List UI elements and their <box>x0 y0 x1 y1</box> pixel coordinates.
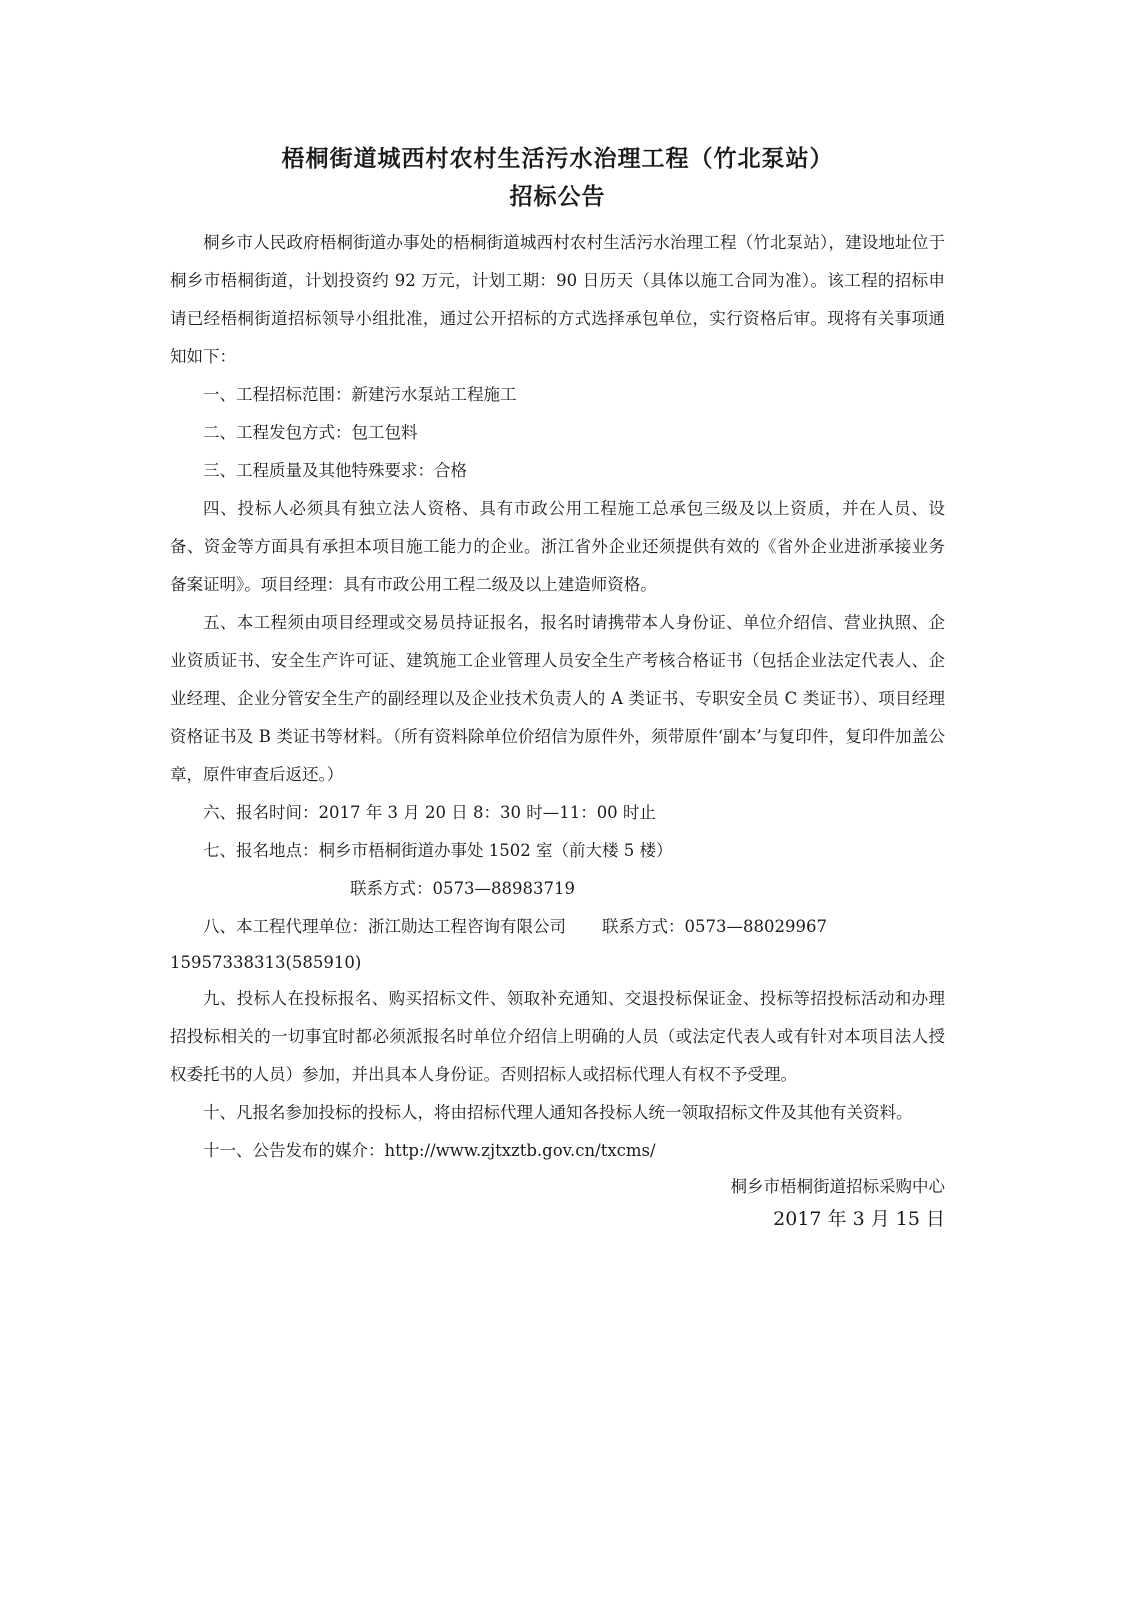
signature-date: 2017 年 3 月 15 日 <box>773 1208 945 1230</box>
item-8-contact: 联系方式：0573—88029967 <box>602 917 827 936</box>
item-7: 七、报名地点：桐乡市梧桐街道办事处 1502 室（前大楼 5 楼） <box>203 841 673 860</box>
notice-page <box>170 140 945 1234</box>
item-3: 三、工程质量及其他特殊要求：合格 <box>203 461 467 480</box>
item-8 <box>170 908 945 946</box>
item-1: 一、工程招标范围：新建污水泵站工程施工 <box>203 385 517 404</box>
item-10: 十、凡报名参加投标的投标人，将由招标代理人通知各投标人统一领取招标文件及其他有关资料。 <box>203 1103 913 1122</box>
item-8-mobile: 15957338313(585910) <box>170 953 362 972</box>
title-line-1: 梧桐街道城西村农村生活污水治理工程（竹北泵站） <box>281 146 834 172</box>
item-8-agent: 八、本工程代理单位：浙江勋达工程咨询有限公司 <box>203 917 566 936</box>
item-6: 六、报名时间：2017 年 3 月 20 日 8：30 时—11：00 时止 <box>203 803 656 822</box>
item-2: 二、工程发包方式：包工包料 <box>203 423 418 442</box>
item-4: 四、投标人必须具有独立法人资格、具有市政公用工程施工总承包三级及以上资质，并在人员、设备、资金等方面具有承担本项目施工能力的企业。浙江省外企业还须提供有效的《省外企业进浙承接业务备案证明》。项目经理：具有市政公用工程二级及以上建造师资格。 <box>170 499 945 594</box>
notice-body <box>170 224 945 1234</box>
item-5: 五、本工程须由项目经理或交易员持证报名，报名时请携带本人身份证、单位介绍信、营业执照、企业资质证书、安全生产许可证、建筑施工企业管理人员安全生产考核合格证书（包括企业法定代表人、企业经理、企业分管安全生产的副经理以及企业技术负责人的 A 类证书、专职安全员 C 类证书）、项目经理资格证书及 B 类证书等材料。（所有资料除单位价绍信为原件外，须带原件‘副本’与复印件，复印件加盖公章，原件审查后返还。） <box>170 613 945 784</box>
signature: 桐乡市梧桐街道招标采购中心 <box>730 1177 945 1196</box>
item-11: 十一、公告发布的媒介：http://www.zjtxztb.gov.cn/txcms/ <box>203 1141 656 1160</box>
intro-paragraph: 桐乡市人民政府梧桐街道办事处的梧桐街道城西村农村生活污水治理工程（竹北泵站），建设地址位于桐乡市梧桐街道，计划投资约 92 万元，计划工期：90 日历天（具体以施工合同为准）。该工程的招标申请已经梧桐街道招标领导小组批准，通过公开招标的方式选择承包单位，实行资格后审。现将有关事项通知如下： <box>170 233 945 366</box>
title-line-2: 招标公告 <box>509 184 606 210</box>
item-7-contact: 联系方式：0573—88983719 <box>350 879 575 898</box>
item-9: 九、投标人在投标报名、购买招标文件、领取补充通知、交退投标保证金、投标等招投标活动和办理招投标相关的一切事宜时都必须派报名时单位介绍信上明确的人员（或法定代表人或有针对本项目法人授权委托书的人员）参加，并出具本人身份证。否则招标人或招标代理人有权不予受理。 <box>170 989 945 1084</box>
